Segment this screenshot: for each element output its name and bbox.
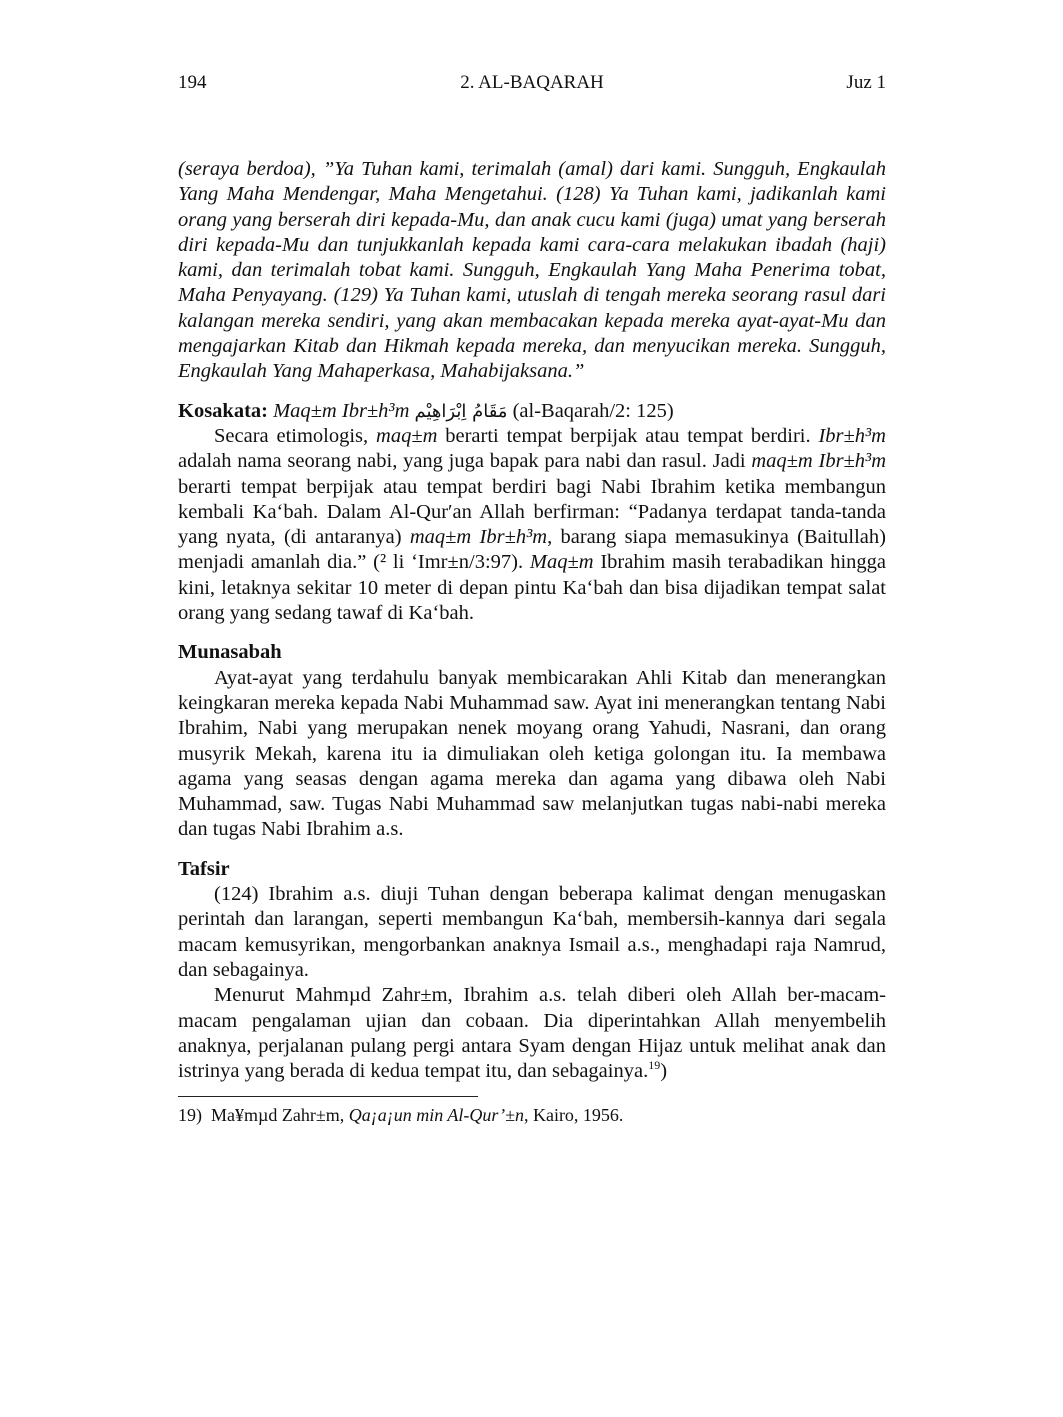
page-body — [178, 157, 886, 1127]
kosakata-paragraph: Secara etimologis, maq±m berarti tempat berpijak atau tempat berdiri. Ibr±h³m adalah nama seorang nabi, yang juga bapak para nabi dan rasul. Jadi maq±m Ibr±h³m berarti tempat berpijak atau tempat berdiri bagi Nabi Ibrahim ketika membangun kembali Ka‘bah. Dalam Al-Qur′an Allah berfirman: “Padanya terdapat tanda-tanda yang nyata, (di antaranya) maq±m Ibr±h³m, barang siapa memasukinya (Baitullah) menjadi amanlah dia.” (² li ‘Imr±n/3:97). Maq±m Ibrahim masih terabadikan hingga kini, letaknya sekitar 10 meter di depan pintu Ka‘bah dan bisa dijadikan tempat salat orang yang sedang tawaf di Ka‘bah. — [178, 424, 886, 625]
tafsir-heading: Tafsir — [178, 857, 230, 880]
footnote: 19) Ma¥mµd Zahr±m, Qa¡a¡un min Al-Qur’±n, Kairo, 1956. — [178, 1105, 624, 1126]
chapter-title: 2. AL-BAQARAH — [460, 72, 604, 93]
tafsir-paragraph-1: (124) Ibrahim a.s. diuji Tuhan dengan beberapa kalimat dengan menugaskan perintah dan larangan, seperti membangun Ka‘bah, membersih-kannya dari segala macam kemusyrikan, mengorbankan anaknya Ismail a.s., menghadapi raja Namrud, dan sebagainya. — [178, 883, 886, 981]
kosakata-arabic: مَقَامُ اِبْرَاهِيْم — [414, 400, 508, 422]
munasabah-heading: Munasabah — [178, 641, 282, 664]
footnote-title: Qa¡a¡un min Al-Qur’±n — [348, 1105, 524, 1126]
running-header — [178, 72, 886, 98]
page-number: 194 — [178, 72, 207, 93]
tafsir-paragraph-2: Menurut Mahmµd Zahr±m, Ibrahim a.s. telah diberi oleh Allah ber-macam-macam pengalaman ujian dan cobaan. Dia diperintahkan Allah menyembelih anaknya, perjalanan pulang pergi antara Syam dengan Hijaz untuk melihat anak dan istrinya yang berada di kedua tempat itu, dan sebagainya.$^{19}$) — [178, 984, 886, 1083]
translation-quote: (seraya berdoa), ”Ya Tuhan kami, terimalah (amal) dari kami. Sungguh, Engkaulah Yang Maha Mendengar, Maha Mengetahui. (128) Ya Tuhan kami, jadikanlah kami orang yang berserah diri kepada-Mu, dan anak cucu kami (juga) umat yang berserah diri kepada-Mu dan tunjukkanlah kepada kami cara-cara melakukan ibadah (haji) kami, dan terimalah tobat kami. Sungguh, Engkaulah Yang Maha Penerima tobat, Maha Penyayang. (129) Ya Tuhan kami, utuslah di tengah mereka seorang rasul dari kalangan mereka sendiri, yang akan membacakan kepada mereka ayat-ayat-Mu dan mengajarkan Kitab dan Hikmah kepada mereka, dan menyucikan mereka. Sungguh, Engkaulah Yang Mahaperkasa, Mahabijaksana.” — [178, 158, 886, 383]
footnote-marker[interactable]: 19 — [648, 1058, 661, 1073]
kosakata-reference: (al-Baqarah/2: 125) — [512, 399, 674, 422]
kosakata-label: Kosakata: — [178, 399, 268, 422]
kosakata-term: Maq±m Ibr±h³m — [273, 399, 410, 422]
munasabah-paragraph: Ayat-ayat yang terdahulu banyak membicarakan Ahli Kitab dan menerangkan keingkaran mereka kepada Nabi Muhammad saw. Ayat ini menerangkan tentang Nabi Ibrahim, Nabi yang merupakan nenek moyang orang Yahudi, Nasrani, dan orang musyrik Mekah, karena itu ia dimuliakan oleh ketiga golongan itu. Ia membawa agama yang seasas dengan agama mereka dan agama yang dibawa oleh Nabi Muhammad, saw. Tugas Nabi Muhammad saw melanjutkan tugas nabi-nabi mereka dan tugas Nabi Ibrahim a.s. — [178, 666, 886, 841]
juz-label: Juz 1 — [846, 72, 886, 93]
footnote-number: 19) — [178, 1105, 202, 1126]
footnote-divider — [178, 1096, 478, 1097]
kosakata-heading — [178, 399, 886, 424]
